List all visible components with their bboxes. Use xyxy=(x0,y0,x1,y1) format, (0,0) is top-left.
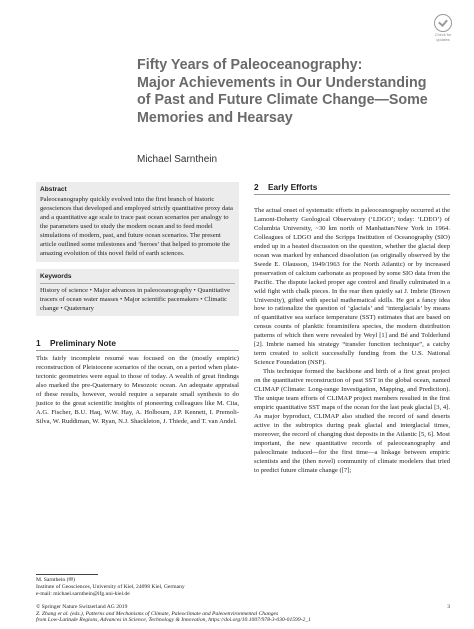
section-2-rule xyxy=(254,194,450,195)
section-2-title: Early Efforts xyxy=(268,182,318,192)
title-line-1: Fifty Years of Paleoceanography: xyxy=(137,57,363,73)
section-2-para-2: This technique formed the backbone and birth of a first great project on the quantitative reconstruction of past SST in the global ocean, named CLIMAP (Climate: Long-range Investigation, Mapping, and Prediction). The unique team efforts of CLIMAP project members resulted in the first empiric quantitative SST maps of the ocean for the last peak glacial [3, 4]. As major byproduct, CLIMAP also studied the record of sand deserts active in the subtropics during peak glacial and interglacial times, moreover, the record of changing dust deposits in the Atlantic [5, 6]. Most important, the new quantitative records of paleoceanography and paleoclimate induced—for the first time—a linkage between empiric scientists and the (then novel) community of climate modelers that tried to predict future climate change ([7]; xyxy=(254,368,450,474)
title-line-2: Major Achievements in Our Understanding xyxy=(137,74,427,91)
author-name: Michael Sarnthein xyxy=(137,154,218,165)
check-for-updates-badge[interactable] xyxy=(428,14,458,42)
section-2-heading xyxy=(254,182,450,192)
section-1-title: Preliminary Note xyxy=(50,338,116,348)
keywords-heading: Keywords xyxy=(40,272,235,284)
footnote-author: M. Sarnthein (✉) xyxy=(36,577,76,583)
section-1-number: 1 xyxy=(36,338,41,348)
footer-series: from Low-Latitude Regions, Advances in Science, Technology & Innovation, https://doi.org/10.1007/978-3-030-01599-2_1 xyxy=(36,617,311,624)
section-2-para-1: The actual onset of systematic efforts in paleoceanography occurred at the Lamont-Doherty Geological Observatory (‘LDGO’; today: ‘LDEO’) of Columbia University, ~30 km north of Manhattan/New York in 1964. Colleagues of LDGO and the Scripps Institution of Oceanography (SIO) ended up in a heated discussion on the question, whether the glacial deep ocean was marked by enhanced dissolution (as originally observed by the Swede E. Olausson, 1949/1963 for the North Atlantic) or by increased preservation of calcium carbonate as proposed by some SIO data from the Pacific. The dispute lacked proper age control and finally culminated in a wild fight with chalk pieces. In the rear then quietly sat J. Imbrie (Brown University), gifted with special mathematical skills. He got a fancy idea how to rationalize the question of ‘glacials’ and ‘interglacials’ by means of quantitative sea surface temperature (SST) estimates that are based on census counts of planktic foraminifera species, the modern distribution patterns of which then were revealed by Weyl [1] and Bé and Tolderlund [2]. Imbrie named his strategy “transfer function technique”, a catchy term created to solicit successfully funding from the U.S. National Science Foundation (NSF). xyxy=(254,207,450,367)
left-column xyxy=(36,182,239,427)
footer-citation: Z. Zhang et al. (eds.), Patterns and Mechanisms of Climate, Paleoclimate and Paleoenvironmental Changes xyxy=(36,610,279,617)
page-number: 3 xyxy=(447,604,450,610)
title-line-4: Memories and Hearsay xyxy=(137,109,293,126)
abstract-heading: Abstract xyxy=(40,186,67,193)
paper-title xyxy=(137,57,447,127)
section-1-text: This fairly incomplete resumé was focused on the (mostly empiric) reconstruction of Pleistocene scenarios of the ocean, on a period when plate-tectonic geometries were equal to those of today. A wealth of great findings also marked the pre-Quaternary to Mesozoic ocean. An adequate appraisal of these results, however, would require a separate small synthesis to do justice to the great scientific insights of pioneering colleagues like M. Cita, A.G. Fischer, B.U. Haq, W.W. Hay, A. Holbourn, J.P. Kennett, I. Premoli-Silva, W. Ruddiman, W. Ryan, N.J. Shackleton, J. Thiede, and T. van Andel. xyxy=(36,355,239,425)
badge-label-1: Check for xyxy=(434,33,452,37)
footer-copyright: © Springer Nature Switzerland AG 2019 xyxy=(36,604,128,610)
footnote-affiliation: Institute of Geosciences, University of Kiel, 24098 Kiel, Germany xyxy=(36,584,185,590)
section-2-number: 2 xyxy=(254,182,259,192)
right-column xyxy=(254,182,450,476)
badge-label-2: updates xyxy=(436,38,450,43)
abstract-text: Paleoceanography quickly evolved into the first branch of historic geosciences that developed and employed strictly quantitative proxy data and a quantitative age scale to trace past ocean scenarios per analogy to the parameters used to study the modern ocean and to feed model simulations of modern, past, and future ocean scenarios. The present article outlined some milestones and ‘heroes’ that helped to promote the amazing evolution of this novel field of earth sciences. xyxy=(40,196,233,257)
section-1-rule xyxy=(36,350,239,351)
section-1-heading xyxy=(36,338,239,348)
footnote-email: e-mail: michael.sarnthein@ifg.uni-kiel.de xyxy=(36,591,130,597)
abstract-box xyxy=(36,182,239,262)
page-footer xyxy=(36,604,450,624)
keywords-text: History of science • Major advances in paleoceanography • Quantitative tracers of ocean water masses • Major scientific pacemakers • Climatic change • Quaternary xyxy=(40,287,231,312)
keywords-box xyxy=(36,269,239,316)
footnote-rule xyxy=(36,574,98,575)
check-icon xyxy=(434,14,452,32)
title-line-3: of Past and Future Climate Change—Some xyxy=(137,92,428,108)
